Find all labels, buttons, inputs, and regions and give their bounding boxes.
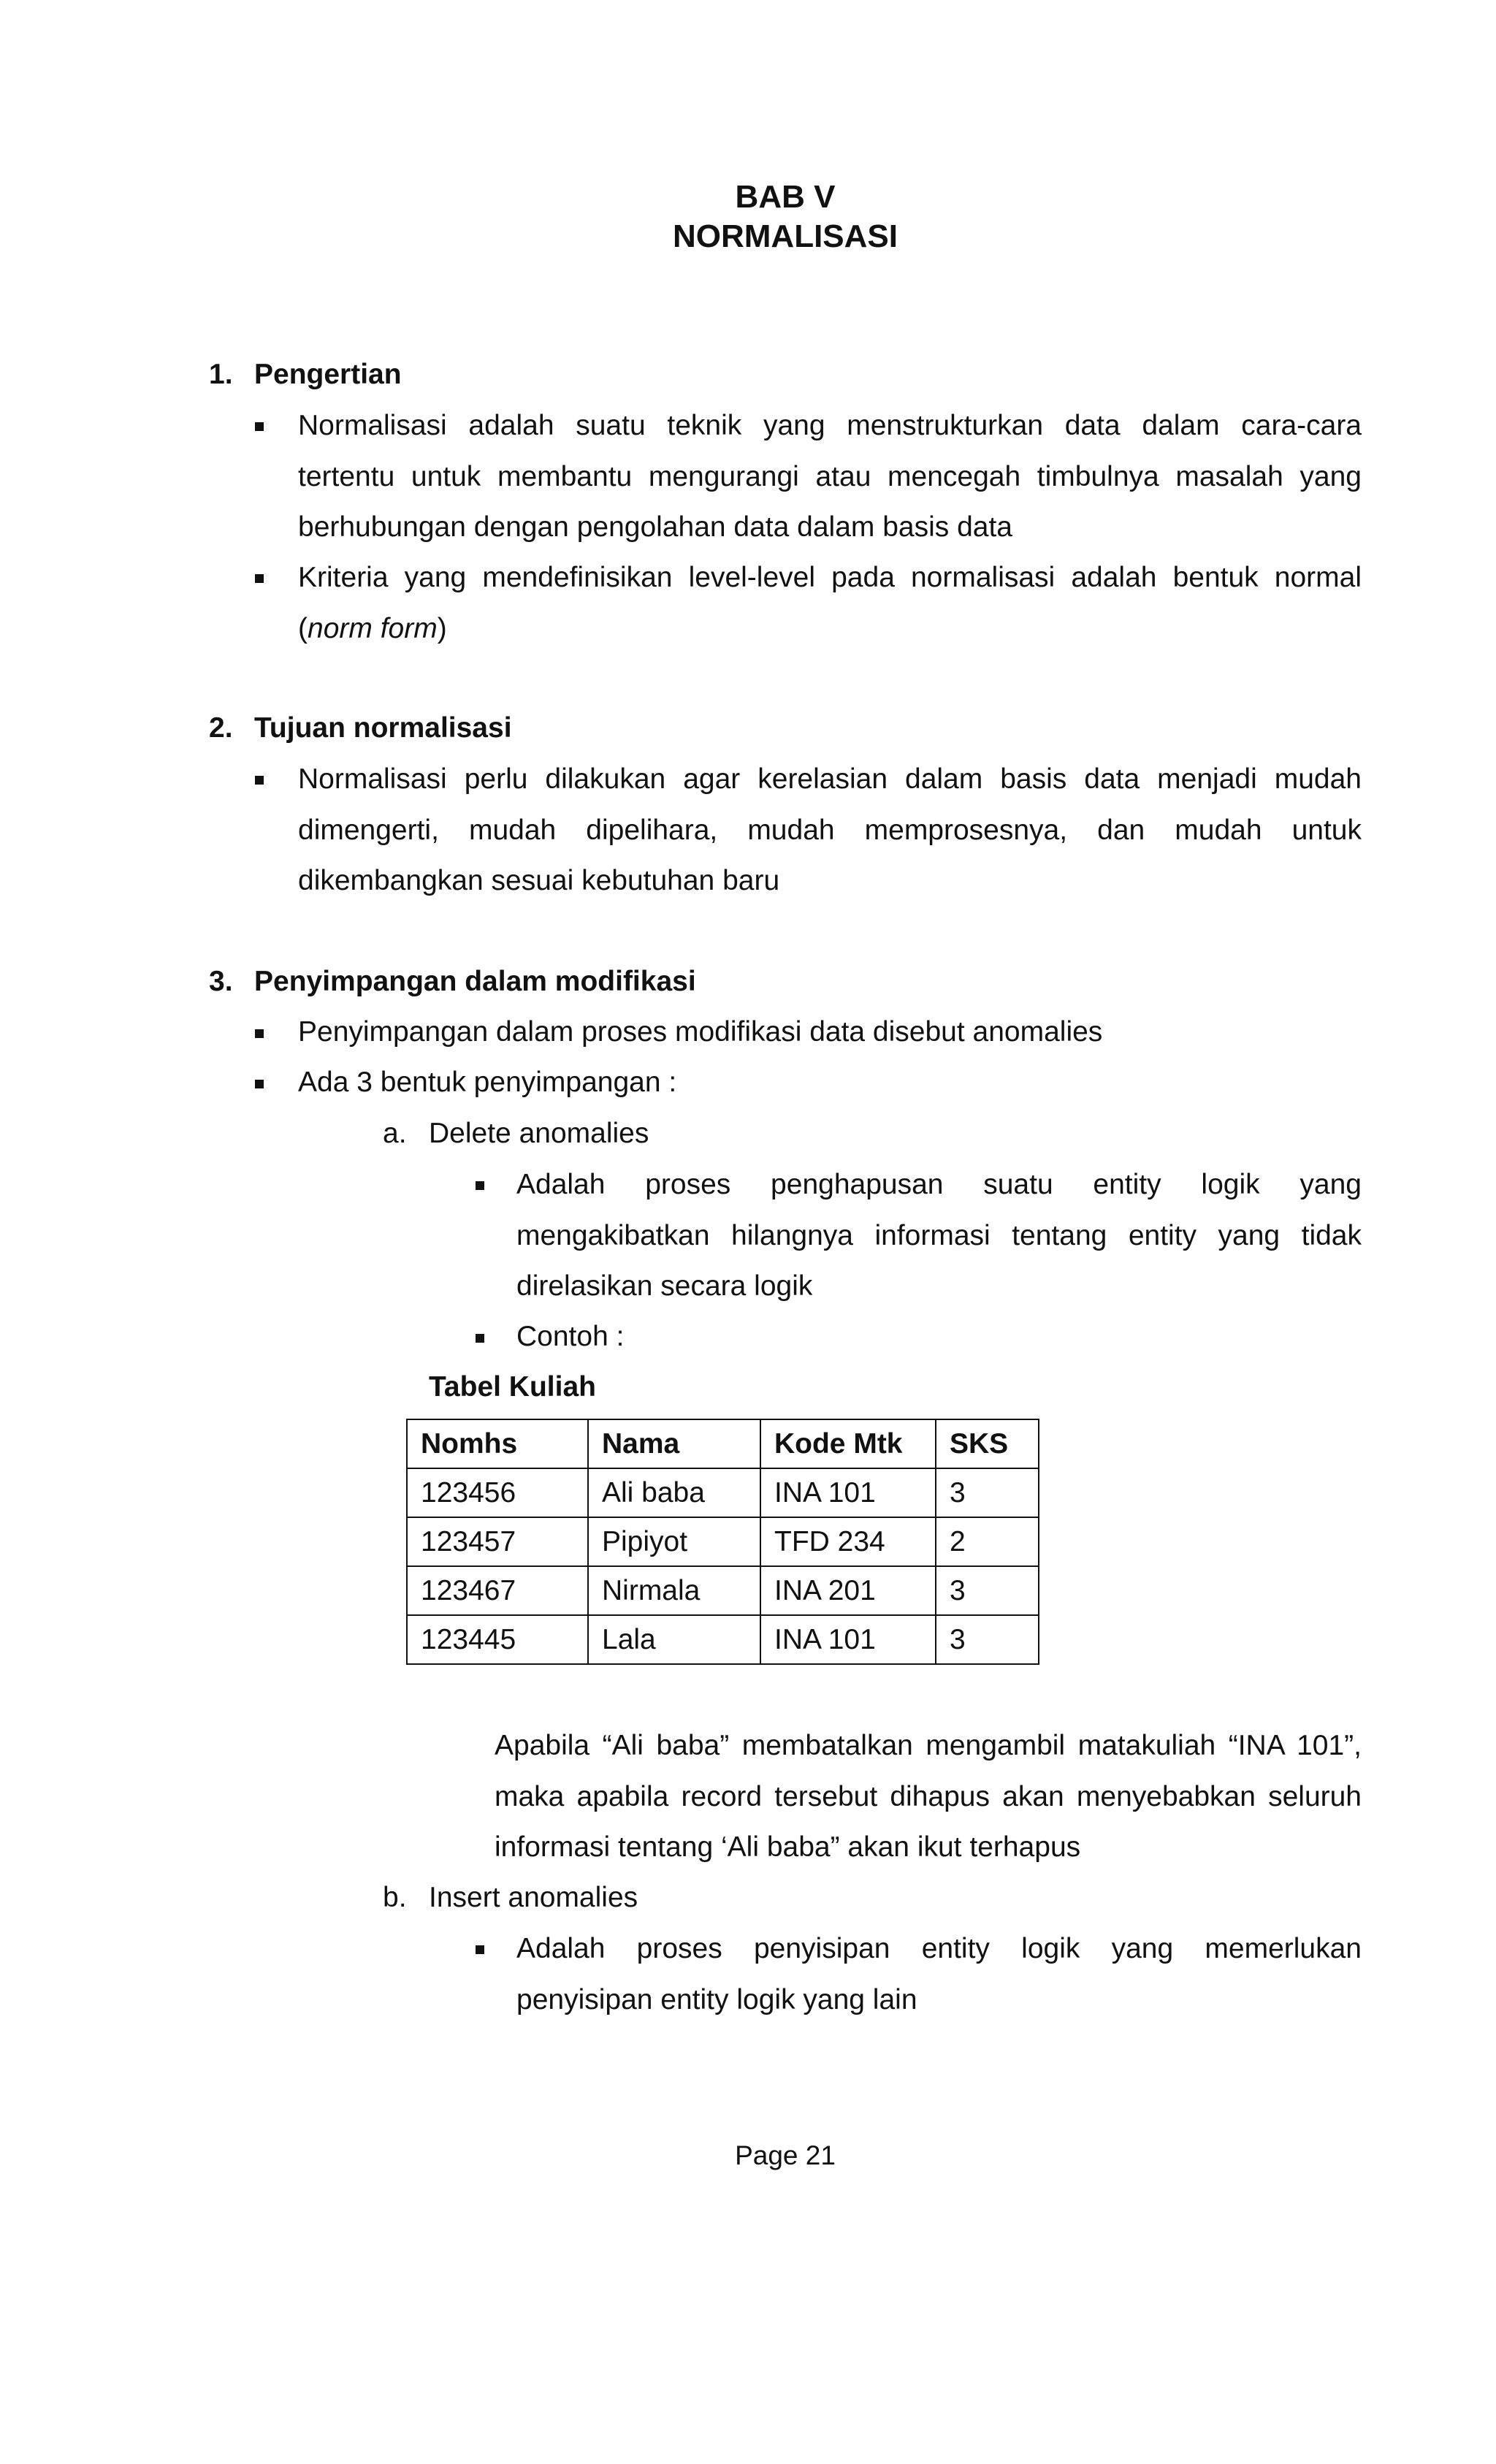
text-line: tertentu untuk membantu mengurangi atau mencegah timbulnya masalah yang: [298, 460, 1362, 492]
chapter-label: BAB V: [735, 179, 836, 215]
delete-anomaly-explanation: [495, 1720, 1362, 1873]
text-line: [298, 603, 1362, 655]
bullet-icon: [255, 1029, 264, 1038]
section-2-number: 2.: [209, 712, 233, 744]
text-line: maka apabila record tersebut dihapus akan menyebabkan seluruh: [495, 1780, 1362, 1812]
tabel-kuliah: [406, 1419, 1039, 1665]
page-number: Page 21: [735, 2140, 836, 2170]
text-line: berhubungan dengan pengolahan data dalam basis data: [298, 511, 1012, 543]
table-cell: Pipiyot: [588, 1517, 760, 1566]
bullet-icon: [255, 422, 264, 431]
table-row: [407, 1566, 1039, 1615]
table-header-row: [407, 1419, 1039, 1468]
table-cell: 3: [936, 1468, 1039, 1517]
text-line: Normalisasi perlu dilakukan agar kerelasian dalam basis data menjadi mudah: [298, 763, 1362, 795]
paren-open: (: [298, 612, 308, 644]
section-3-bullet-1: Penyimpangan dalam proses modifikasi data disebut anomalies: [298, 1016, 1103, 1048]
subitem-a-bullet-1: [516, 1159, 1362, 1312]
section-1-number: 1.: [209, 359, 233, 390]
bullet-icon: [476, 1181, 484, 1190]
bullet-icon: [476, 1334, 484, 1343]
table-cell: 123445: [407, 1615, 588, 1664]
text-line: mengakibatkan hilangnya informasi tentang entity yang tidak: [516, 1219, 1362, 1251]
text-line: Adalah proses penghapusan suatu entity logik yang: [516, 1169, 1362, 1200]
section-3-heading: Penyimpangan dalam modifikasi: [254, 966, 696, 997]
bullet-icon: [476, 1945, 484, 1954]
text-line: dikembangkan sesuai kebutuhan baru: [298, 865, 780, 896]
text-line: Adalah proses penyisipan entity logik yang memerlukan: [516, 1933, 1362, 1964]
paren-close: ): [437, 612, 447, 644]
table-cell: 123467: [407, 1566, 588, 1615]
text-line: dimengerti, mudah dipelihara, mudah memprosesnya, dan mudah untuk: [298, 814, 1362, 846]
table-cell: INA 101: [760, 1615, 936, 1664]
section-3-number: 3.: [209, 966, 233, 997]
text-line: penyisipan entity logik yang lain: [516, 1983, 917, 2015]
column-header: Nomhs: [407, 1419, 588, 1468]
section-1-bullet-2: [298, 552, 1362, 654]
table-row: [407, 1615, 1039, 1664]
table-cell: Nirmala: [588, 1566, 760, 1615]
page-title: NORMALISASI: [673, 218, 898, 254]
table-cell: TFD 234: [760, 1517, 936, 1566]
text-line: informasi tentang ‘Ali baba” akan ikut terhapus: [495, 1831, 1081, 1863]
text-line: Apabila “Ali baba” membatalkan mengambil matakuliah “INA 101”,: [495, 1730, 1362, 1761]
bullet-icon: [255, 574, 264, 583]
bullet-icon: [255, 1080, 264, 1088]
table-cell: 123457: [407, 1517, 588, 1566]
table-caption: Tabel Kuliah: [429, 1371, 596, 1403]
table-cell: 123456: [407, 1468, 588, 1517]
text-line: Normalisasi adalah suatu teknik yang menstrukturkan data dalam cara-cara: [298, 410, 1362, 441]
table-cell: 3: [936, 1566, 1039, 1615]
table-cell: 3: [936, 1615, 1039, 1664]
section-1-heading: Pengertian: [254, 359, 402, 390]
bullet-icon: [255, 776, 264, 785]
table-cell: 2: [936, 1517, 1039, 1566]
subitem-a-letter: a.: [383, 1118, 407, 1149]
subitem-b-label: Insert anomalies: [429, 1882, 638, 1913]
table-row: [407, 1517, 1039, 1566]
table-cell: INA 101: [760, 1468, 936, 1517]
section-2-bullet-1: [298, 754, 1362, 907]
section-1-bullet-1: [298, 400, 1362, 553]
section-3-bullet-2: Ada 3 bentuk penyimpangan :: [298, 1067, 677, 1098]
table-row: [407, 1468, 1039, 1517]
text-line: direlasikan secara logik: [516, 1270, 813, 1302]
text-line: Kriteria yang mendefinisikan level-level pada normalisasi adalah bentuk normal: [298, 562, 1362, 593]
subitem-b-bullet-1: [516, 1923, 1362, 2025]
column-header: Kode Mtk: [760, 1419, 936, 1468]
italic-term: norm form: [308, 612, 438, 644]
subitem-b-letter: b.: [383, 1882, 407, 1913]
table-cell: INA 201: [760, 1566, 936, 1615]
section-2-heading: Tujuan normalisasi: [254, 712, 512, 744]
column-header: SKS: [936, 1419, 1039, 1468]
column-header: Nama: [588, 1419, 760, 1468]
table-cell: Lala: [588, 1615, 760, 1664]
subitem-a-bullet-2: Contoh :: [516, 1321, 625, 1352]
table-cell: Ali baba: [588, 1468, 760, 1517]
subitem-a-label: Delete anomalies: [429, 1118, 649, 1149]
